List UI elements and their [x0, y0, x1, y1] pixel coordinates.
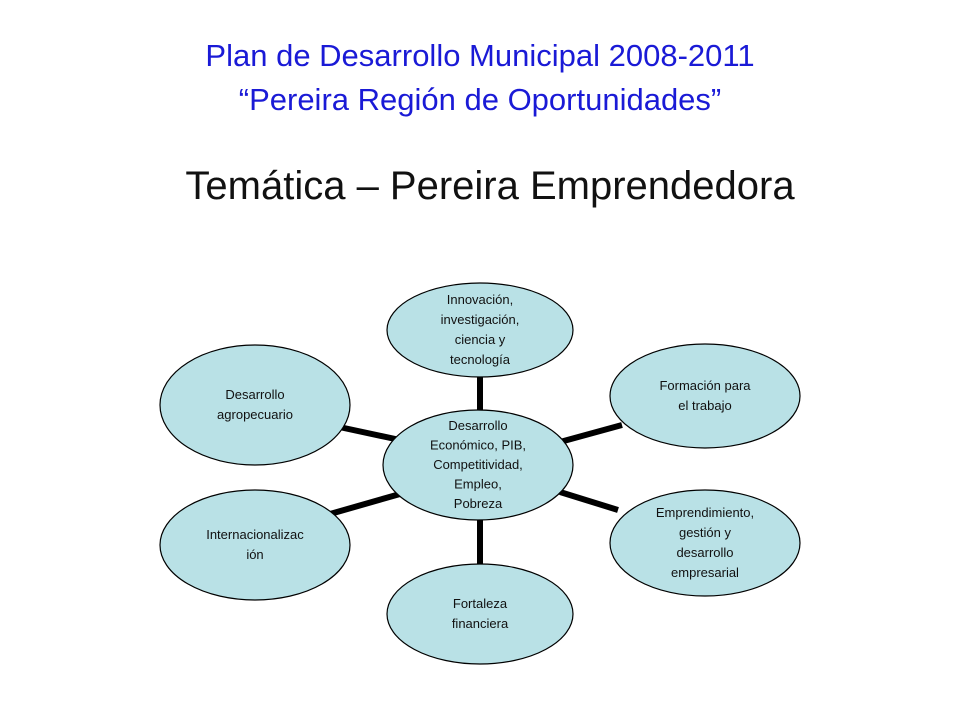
- node-fortaleza-shape: [387, 564, 573, 664]
- subtitle: Temática – Pereira Emprendedora: [185, 164, 795, 208]
- node-emprendimiento-label: empresarial: [671, 565, 739, 580]
- center-node-label: Económico, PIB,: [429, 437, 527, 453]
- center-node-label: Pobreza: [453, 496, 503, 511]
- title-line-2: “Pereira Región de Oportunidades”: [238, 82, 722, 117]
- node-innovacion-label: tecnología: [450, 352, 510, 367]
- node-fortaleza-label: financiera: [451, 616, 509, 631]
- node-formacion: [610, 344, 800, 448]
- node-internacionalizacion-label: ión: [246, 547, 264, 562]
- center-node-label: Desarrollo: [448, 418, 508, 433]
- node-agropecuario-label: Desarrollo: [225, 387, 285, 402]
- node-internacionalizacion: [160, 490, 350, 600]
- node-emprendimiento-label: gestión y: [678, 525, 732, 540]
- node-fortaleza: [387, 564, 573, 664]
- node-emprendimiento-label: Emprendimiento,: [655, 505, 755, 520]
- center-node-label: Empleo,: [454, 476, 502, 492]
- node-innovacion: [387, 283, 573, 377]
- node-innovacion-label: ciencia y: [454, 332, 506, 347]
- node-formacion-shape: [610, 344, 800, 448]
- node-agropecuario: [160, 345, 350, 465]
- node-emprendimiento: [610, 490, 800, 596]
- center-node: [383, 410, 573, 520]
- node-emprendimiento-label: desarrollo: [676, 545, 734, 560]
- connector-line: [560, 492, 618, 510]
- connector-line: [330, 494, 400, 514]
- connector-line: [560, 425, 622, 442]
- center-node-label: Competitividad,: [433, 457, 523, 472]
- node-internacionalizacion-label: Internacionalizac: [206, 527, 304, 542]
- node-innovacion-label: investigación,: [440, 312, 520, 327]
- node-formacion-label: el trabajo: [678, 398, 732, 413]
- node-internacionalizacion-shape: [160, 490, 350, 600]
- node-agropecuario-label: agropecuario: [217, 407, 293, 422]
- node-innovacion-label: Innovación,: [446, 292, 514, 307]
- node-formacion-label: Formación para: [659, 378, 751, 393]
- node-agropecuario-shape: [160, 345, 350, 465]
- title-line-1: Plan de Desarrollo Municipal 2008-2011: [205, 38, 755, 73]
- node-fortaleza-label: Fortaleza: [452, 596, 508, 611]
